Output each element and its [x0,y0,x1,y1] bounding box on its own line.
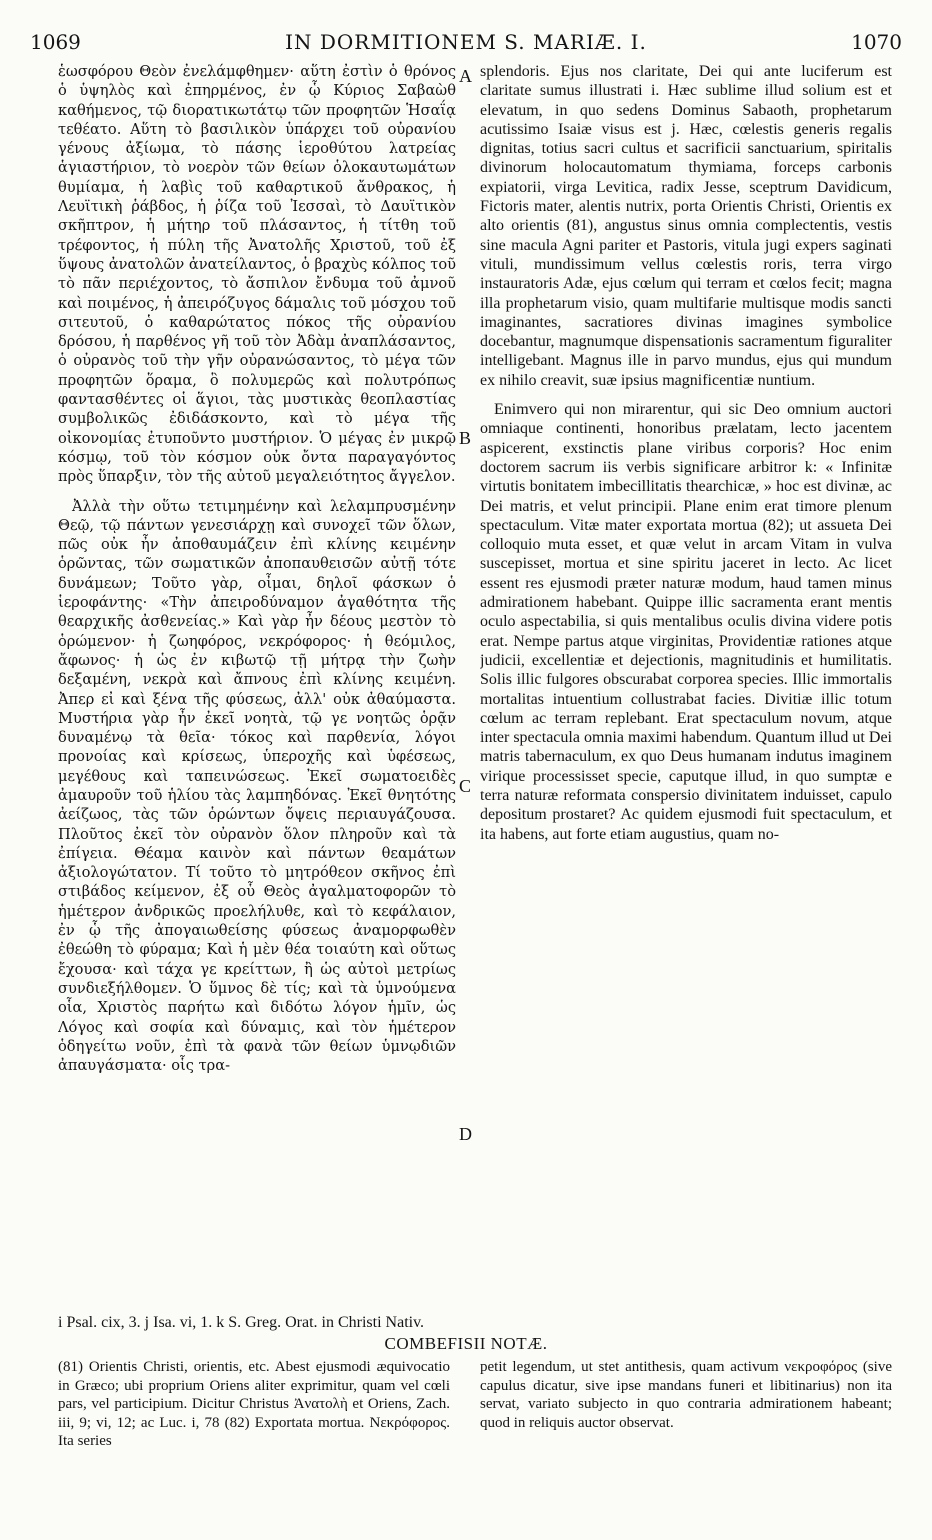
notes-heading: COMBEFISII NOTÆ. [384,1334,548,1353]
latin-paragraph-2: Enimvero qui non mirarentur, qui sic Deo omnium auctori omniaque continenti, honoribus prælatam, lecto jacentem aspicerent, exstinctis plane viribus corporis? Hoc enim doctorem sacrum iis verbis significare arbitror k: « Infinitæ virtutis bonitatem imbecillitatis thearchicæ, » hoc est divinæ, ac Dei matris, et velut principii. Plane enim erat timore plenum spectaculum. Vitæ mater exportata mortua (82); ut assueta Dei colloquio muta esset, et quæ velut in arcam Vitam in vulva suscepisset, mortua et sine spiritu jaceret in lecto. Ac licet essent res ejusmodi præter naturæ modum, haud tamen minus admirationem habebant. Quippe illic sacramenta erant mentis oculo aspectabilia, si quis mentalibus oculis divina videre potis erat. Nempe partus atque virginitas, Providentiæ rationes atque judicii, excellentiæ et dejectionis, magnitudinis et humilitatis. Solis illic fulgores obscurabat corporea species. Illic immortalis mortalitas intuentium collustrabat facies. Divitiæ illic totum cœlum ac terram replebant. Erat spectaculum novum, atque inter spectacula omnia maximi habendum. Quantum illud ut Dei matris tabernaculum, ex quo Deus humanam indutus imaginem virique processisset specie, caputque illud, in quo sumptæ e terra naturæ reformata conspersio divinitatem induisset, capulo depositum prostaret? Ac quidem ejusmodi fuit spectaculum, et ita habens, aut forte etiam augustius, quam no- [480,401,892,843]
greek-paragraph-1: ἑωσφόρου Θεὸν ἐνελάμφθημεν· αὕτη ἐστὶν ὁ θρόνος ὁ ὑψηλὸς καὶ ἐπηρμένος, ἐν ᾧ Κύριος Σαβαὼθ καθήμενος, τῷ διορατικωτάτῳ τῶν προφητῶν Ἡσαΐᾳ τεθέατο. Αὕτη τὸ βασιλικὸν ὑπάρχει τοῦ οὐρανίου γένους ἀξίωμα, τὸ πάσης ἱεροθύτου λατρείας ἁγιαστήριον, τὸ νοερὸν τῶν θείων ὁλοκαυτωμάτων θυμίαμα, ἡ λαβὶς τοῦ καθαρτικοῦ ἄνθρακος, ἡ Λευϊτικὴ ῥάβδος, ἡ ῥίζα τοῦ Ἰεσσαὶ, τὸ Δαυϊτικὸν σκῆπτρον, ἡ μήτηρ τοῦ πλάσαντος, ἡ τίτθη τοῦ τρέφοντος, ἡ πύλη τῆς Ἀνατολῆς Χριστοῦ, τοῦ ἐξ ὕψους ἀνατολῶν ἀνατείλαντος, ὁ βραχὺς κόλπος τοῦ τὸ πᾶν περιέχοντος, τὸ ἄσπιλον ἔνδυμα τοῦ ἀμνοῦ καὶ ποιμένος, ἡ ἀπειρόζυγος δάμαλις τοῦ μόσχου τοῦ σιτευτοῦ, ὁ καθαρώτατος πόκος τῆς οὐρανίου δρόσου, ἡ παρθένος γῆ τοῦ τὸν Ἀδὰμ ἀναπλάσαντος, ὁ οὐρανὸς τοῦ τὴν γῆν οὐρανώσαντος, τὸ μέγα τῶν προφητῶν ὅραμα, ὃ πολυμερῶς καὶ πολυτρόπως φαντασθέντες οἱ ἅγιοι, τὰς μυστικὰς θεοπλαστίας συμβολικῶς ἐδιδάσκοντο, καὶ τὸ μέγα τῆς οἰκονομίας ἐτυποῦντο μυστήριον. Ὁ μέγας ἐν μικρῷ κόσμῳ, τοῦ τὸν κόσμον οὐκ ὄντα παραγαγόντος πρὸς ὕπαρξιν, τὸν τῆς αὐτοῦ μεγαλειότητος ἄγγελον. [58,63,456,486]
section-marker-d: D [459,1124,472,1144]
latin-paragraph-1: splendoris. Ejus nos claritate, Dei qui ante luciferum est claritate sumus illustrati i. Hæc sublime illud solium est et elevatum, in quo sedens Dominus Sabaoth, prophetarum acutissimo Isaiæ visus est j. Hæc, cœlestis generis regalis dignitas, totius sacri cultus et sacrificii sanctuarium, spiritalis divinorum holocautomatum thymiama, forceps carbonis expiatorii, virga Levitica, radix Jesse, sceptrum Davidicum, Fictoris mater, alentis nutrix, porta Orientis Christi, Orientis ex alto orientis (81), angustus sinus omnia complectentis, vestis sine macula Agni pariter et Pastoris, vitula jugi expers saginati vituli, mundissimum vellus cœlestis roris, terra virgo instauratoris Adæ, ejus cœlum qui terram et cœlos fecit; magna illa prophetarum visio, quam multifarie multisque modis sancti imaginantes, sacratiores divinas imagines symbolice docebantur, magnumque dispensationis sacramentum figuraliter intelligebant. Magnus ille in parvo mundus, ejus qui mundum ex nihilo creavit, suæ ipsius magnificentiæ nuntium. [480,63,892,389]
page-number-left: 1069 [30,30,81,54]
greek-column [58,62,456,1314]
footnote-references: i Psal. cix, 3. j Isa. vi, 1. k S. Greg. Orat. in Christi Nativ. [58,1314,425,1331]
running-title: IN DORMITIONEM S. MARIÆ. I. [285,30,647,54]
notes-right-column [480,1358,892,1432]
section-marker-c: C [459,776,472,796]
latin-column [480,62,892,1314]
note-text-right: petit legendum, ut stet antithesis, quam activum νεκροφόρος (sive capulus dicatur, sive ipse mandans funeri et libitinarius) non ita servat, variato subjecto in quo contraria admirationem habeant; quod in reliquis auctor observat. [480,1359,892,1431]
section-marker-b: B [459,428,472,448]
page-number-right: 1070 [851,30,902,54]
page-header [30,30,902,62]
note-text-left: (81) Orientis Christi, orientis, etc. Abest ejusmodi æquivocatio in Græco; ubi proprium Oriens aliter exprimitur, quam vel cœli pars, vel participium. Dicitur Christus Ἀνατολὴ et Oriens, Zach. iii, 9; vi, 12; ac Luc. i, 78 (82) Exportata mortua. Νεκρόφορος. Ita series [58,1359,450,1449]
section-marker-a: A [459,66,472,86]
notes-left-column [58,1358,450,1451]
greek-paragraph-2: Ἀλλὰ τὴν οὕτω τετιμημένην καὶ λελαμπρυσμένην Θεῷ, τῷ πάντων γενεσιάρχῃ καὶ συνοχεῖ τῶν ὅλων, πῶς οὐκ ἦν ἀποθαυμάζειν ἐπὶ κλίνης κειμένην ὁρῶντας, τῶν σωματικῶν ἀποπαυθεισῶν αὐτῇ τότε δυνάμεων; Τοῦτο γὰρ, οἶμαι, δηλοῖ φάσκων ὁ ἱεροφάντης· «Τὴν ἀπειροδύναμον ἀγαθότητα τῆς θεαρχικῆς ἀσθενείας.» Καὶ γὰρ ἦν δέους μεστὸν τὸ ὁρώμενον· ἡ ζωηφόρος, νεκρόφορος· ἡ θεόμιλος, ἄφωνος· ἡ ὡς ἐν κιβωτῷ τῇ μήτρᾳ τὴν ζωὴν δεξαμένη, νεκρὰ καὶ ἄπνους ἐπὶ κλίνης κειμένη. Ἀπερ εἰ καὶ ξένα τῆς φύσεως, ἀλλ' οὐκ ἀθαύμαστα. Μυστήρια γὰρ ἦν ἐκεῖ νοητὰ, τῷ γε νοητῶς ὁρᾷν δυναμένῳ τὰ θεῖα· τόκος καὶ παρθενία, λόγοι προνοίας καὶ κρίσεως, ὑπεροχῆς καὶ ὑφέσεως, μεγέθους καὶ ταπεινώσεως. Ἐκεῖ σωματοειδὲς ἀμαυροῦν τοῦ ἡλίου τὰς λαμπηδόνας. Ἐκεῖ θνητότης ἀείζωος, τὰς τῶν ὁρώντων ὄψεις περιαυγάζουσα. Πλοῦτος ἐκεῖ τὸν οὐρανὸν ὅλον πληροῦν καὶ τὰ ἐπίγεια. Θέαμα καινὸν καὶ πάντων θεαμάτων ἀξιολογώτατον. Τί τοῦτο τὸ μητρόθεον σκῆνος ἐπὶ στιβάδος κείμενον, ἐξ οὗ Θεὸς ἀγαλματοφορῶν τὸ ἡμέτερον ἀνδρικῶς προελήλυθε, καὶ τὸ κεφάλαιον, ἐν ᾧ τῆς ἀπογαιωθείσης φύσεως ἀναμορφωθὲν ἐθεώθη τὸ φύραμα; Καὶ ἡ μὲν θέα τοιαύτη καὶ οὕτως ἔχουσα· καὶ τάχα γε κρείττων, ἢ ὡς αὐτοὶ μετρίως συνδιεξήλθομεν. Ὁ ὕμνος δὲ τίς; καὶ τὰ ὑμνούμενα οἷα, Χριστὸς παρήτω καὶ διδότω λόγον ἡμῖν, ὡς Λόγος καὶ σοφία καὶ δύναμις, καὶ τὸν ἡμέτερον ὁδηγείτω νοῦν, ἐπὶ τὰ φανὰ τῶν θείων ὑμνῳδιῶν ἀπαυγάσματα· οἷς τρα- [58,497,456,1075]
